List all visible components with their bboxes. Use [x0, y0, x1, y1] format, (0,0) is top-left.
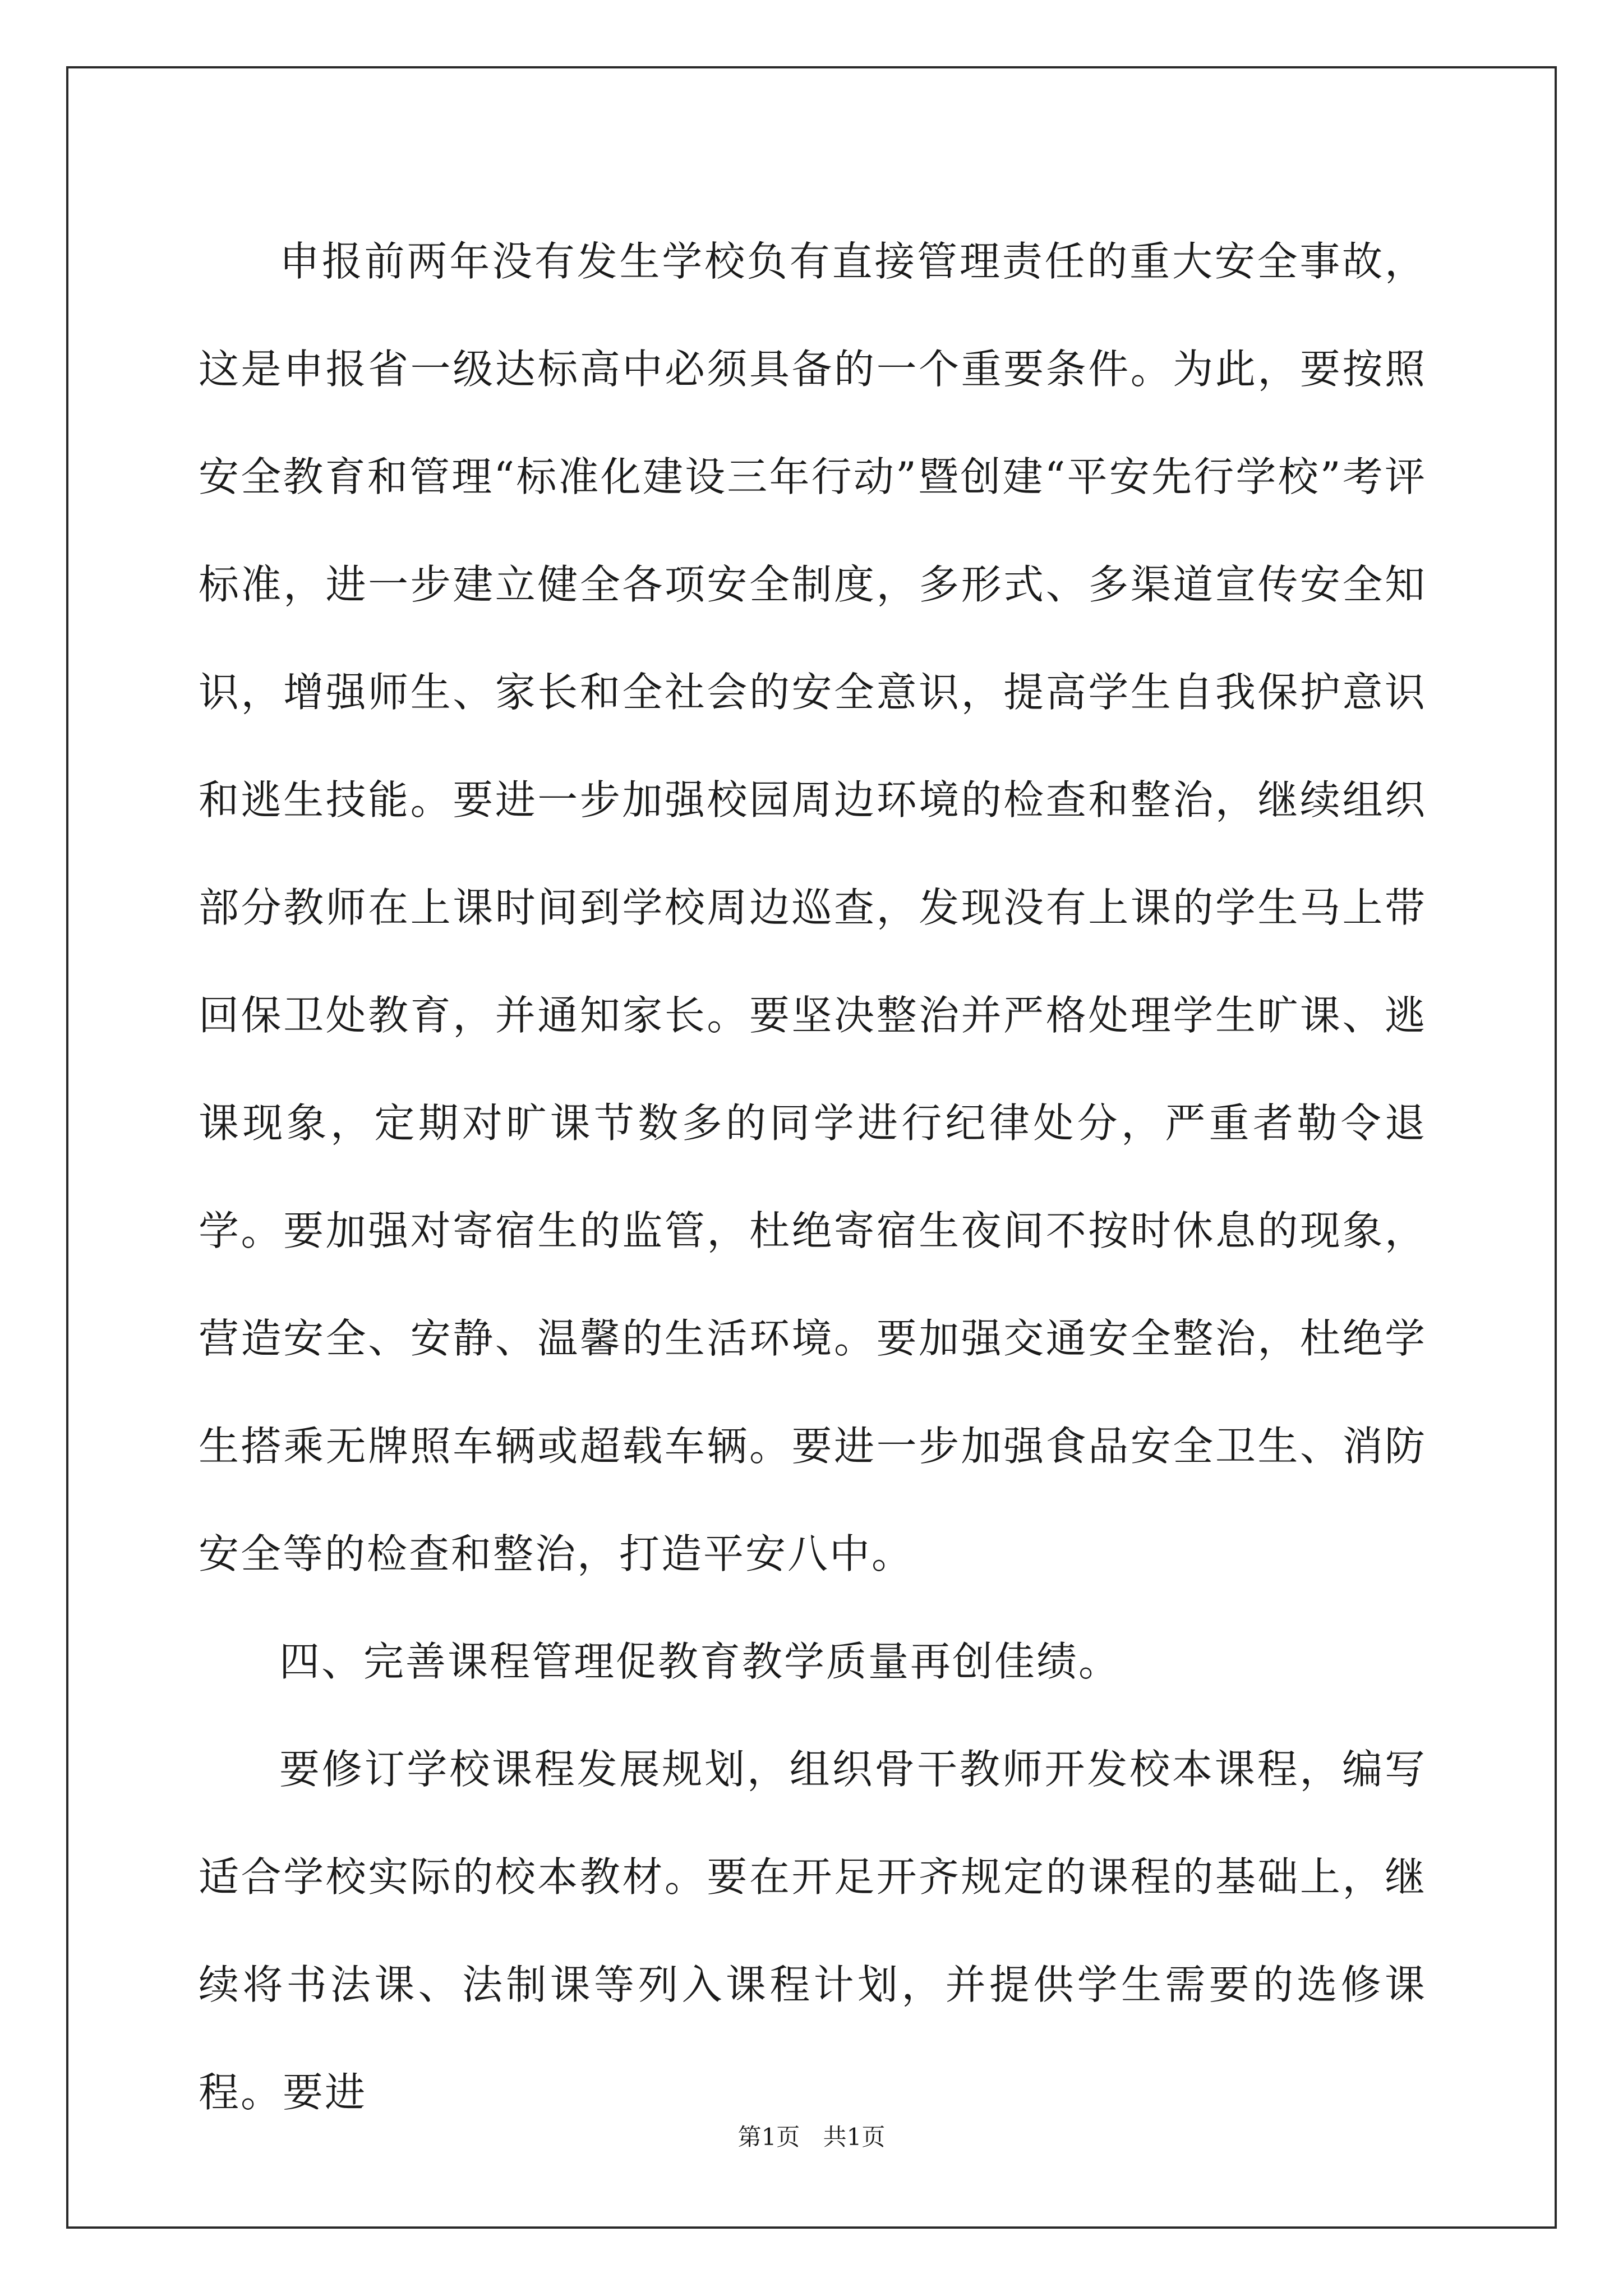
document-body [199, 208, 1427, 2146]
page-footer [0, 2120, 1623, 2154]
section-heading: 四、完善课程管理促教育教学质量再创佳绩。 [279, 1638, 1121, 1685]
page-number: 第1页 [737, 2123, 800, 2151]
paragraph-curriculum: 要修订学校课程发展规划，组织骨干教师开发校本课程，编写适合学校实际的校本教材。要在开足开齐规定的课程的基础上，继续将书法课、法制课等列入课程计划，并提供学生需要的选修课程。要进 [199, 1746, 1427, 2116]
page-total: 共1页 [823, 2123, 886, 2151]
paragraph-safety: 申报前两年没有发生学校负有直接管理责任的重大安全事故，这是申报省一级达标高中必须具备的一个重要条件。为此，要按照安全教育和管理“标准化建设三年行动”暨创建“平安先行学校”考评标准，进一步建立健全各项安全制度，多形式、多渠道宣传安全知识，增强师生、家长和全社会的安全意识，提高学生自我保护意识和逃生技能。要进一步加强校园周边环境的检查和整治，继续组织部分教师在上课时间到学校周边巡查，发现没有上课的学生马上带回保卫处教育，并通知家长。要坚决整治并严格处理学生旷课、逃课现象，定期对旷课节数多的同学进行纪律处分，严重者勒令退学。要加强对寄宿生的监管，杜绝寄宿生夜间不按时休息的现象，营造安全、安静、温馨的生活环境。要加强交通安全整治，杜绝学生搭乘无牌照车辆或超载车辆。要进一步加强食品安全卫生、消防安全等的检查和整治，打造平安八中。 [199, 238, 1427, 1577]
